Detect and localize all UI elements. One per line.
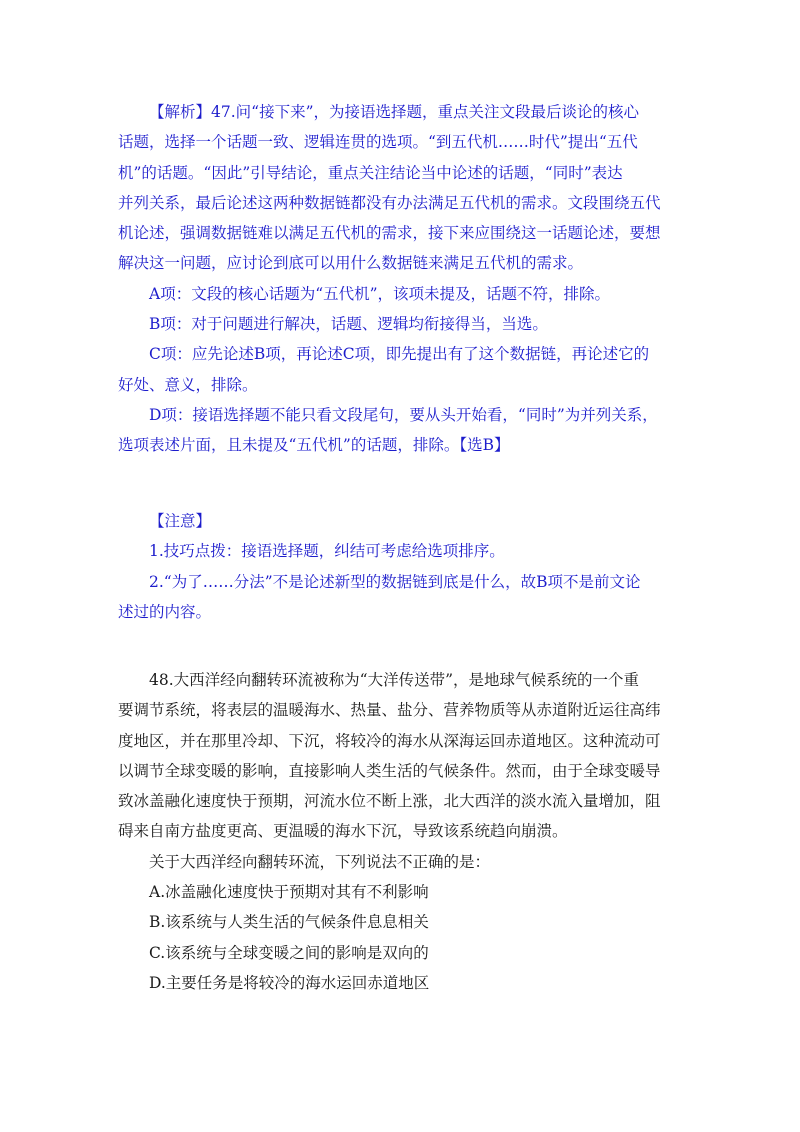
option-b-analysis: B项：对于问题进行解决，话题、逻辑均衔接得当，当选。 <box>149 315 548 334</box>
analysis-line: 机”的话题。“因此”引导结论，重点关注结论当中论述的话题，“同时”表达 <box>118 163 623 182</box>
option-a-analysis: A项：文段的核心话题为“五代机”，该项未提及，话题不符，排除。 <box>149 284 611 303</box>
analysis-line: 解决这一问题，应讨论到底可以用什么数据链来满足五代机的需求。 <box>118 254 584 273</box>
analysis-line: 话题，选择一个话题一致、逻辑连贯的选项。“到五代机……时代”提出“五代 <box>118 133 638 152</box>
passage-line: 48.大西洋经向翻转环流被称为“大洋传送带”，是地球气候系统的一个重 <box>149 671 640 689</box>
option-c-analysis-cont: 好处、意义，排除。 <box>118 375 258 394</box>
analysis-section <box>118 97 698 461</box>
notes-item-2: 2.“为了……分法”不是论述新型的数据链到底是什么，故B项不是前文论 <box>149 572 641 591</box>
question-prompt: 关于大西洋经向翻转环流，下列说法不正确的是： <box>149 852 491 871</box>
notes-section <box>118 506 698 627</box>
passage-line: 度地区，并在那里冷却、下沉，将较冷的海水从深海运回赤道地区。这种流动可 <box>118 731 661 750</box>
option-c-analysis: C项：应先论述B项，再论述C项，即先提出有了这个数据链，再论述它的 <box>149 345 650 364</box>
notes-heading: 【注意】 <box>149 512 212 530</box>
analysis-line: 机论述，强调数据链难以满足五代机的需求，接下来应围绕这一话题论述，要想 <box>118 224 661 243</box>
option-d-analysis: D项：接语选择题不能只看文段尾句，要从头开始看，“同时”为并列关系， <box>149 405 658 424</box>
passage-line: 碍来自南方盐度更高、更温暖的海水下沉，导致该系统趋向崩溃。 <box>118 822 568 841</box>
passage-line: 要调节系统，将表层的温暖海水、热量、盐分、营养物质等从赤道附近运往高纬 <box>118 701 661 720</box>
notes-item-2-cont: 述过的内容。 <box>118 602 212 621</box>
passage-line: 致冰盖融化速度快于预期，河流水位不断上涨，北大西洋的淡水流入量增加，阻 <box>118 792 661 811</box>
option-d-analysis-cont: 选项表述片面，且未提及“五代机”的话题，排除。【选B】 <box>118 436 510 455</box>
option-c: C.该系统与全球变暖之间的影响是双向的 <box>149 943 429 962</box>
option-d: D.主要任务是将较冷的海水运回赤道地区 <box>149 973 430 992</box>
question-48-section <box>118 665 698 998</box>
option-b: B.该系统与人类生活的气候条件息息相关 <box>149 913 429 932</box>
analysis-line: 并列关系，最后论述这两种数据链都没有办法满足五代机的需求。文段围绕五代 <box>118 193 661 212</box>
option-a: A.冰盖融化速度快于预期对其有不利影响 <box>149 883 429 902</box>
passage-line: 以调节全球变暖的影响，直接影响人类生活的气候条件。然而，由于全球变暖导 <box>118 761 661 780</box>
analysis-line: 【解析】47.问“接下来”，为接语选择题，重点关注文段最后谈论的核心 <box>149 103 640 121</box>
notes-item-1: 1.技巧点拨：接语选择题，纠结可考虑给选项排序。 <box>149 542 505 561</box>
